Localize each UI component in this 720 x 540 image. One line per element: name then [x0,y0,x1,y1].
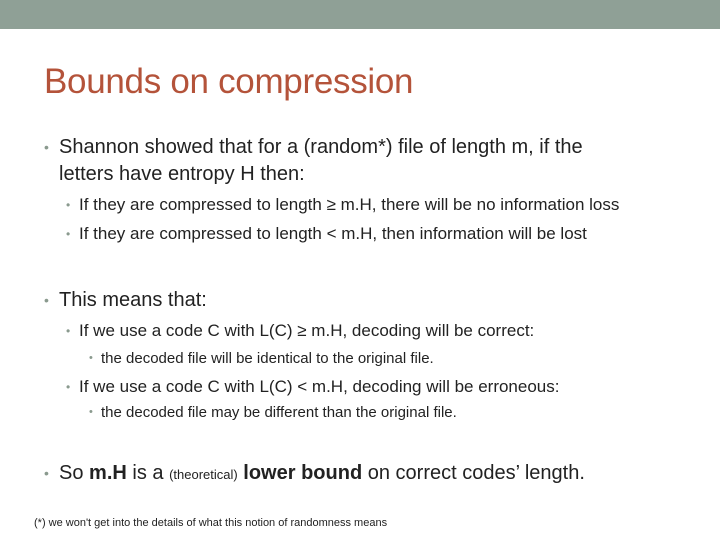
bullet-3-lower-bound: lower bound [243,462,363,484]
bullet-2 [44,289,207,312]
bullet-glyph: • [44,292,49,308]
bullet-3-part-1: So [59,462,90,484]
bullet-1-text: Shannon showed that for a (random*) file of length m, if the [59,136,583,158]
bullet-2-sub-1-detail [89,350,434,367]
bullet-1-text-cont: letters have entropy H then: [59,163,305,185]
bullet-2-sub-1-text: If we use a code C with L(C) ≥ m.H, decoding will be correct: [79,321,535,340]
bullet-1-line-1 [44,136,583,159]
footnote: (*) we won't get into the details of what this notion of randomness means [34,517,388,529]
bullet-glyph: • [44,139,49,155]
bullet-2-sub-2-detail-text: the decoded file may be different than the original file. [101,404,457,421]
bullet-glyph: • [44,465,49,481]
bullet-3-theoretical: (theoretical) [169,467,238,482]
bullet-glyph: • [66,380,71,394]
bullet-glyph: • [66,198,71,212]
bullet-2-sub-2-text: If we use a code C with L(C) < m.H, decoding will be erroneous: [79,377,560,396]
bullet-1-sub-2-text: If they are compressed to length < m.H, then information will be lost [79,224,587,243]
bullet-3-mh: m.H [89,462,127,484]
bullet-3-part-7: on correct codes’ length. [362,462,585,484]
bullet-glyph: • [66,324,71,338]
slide-title: Bounds on compression [44,62,414,101]
bullet-3-part-3: is a [126,462,170,484]
bullet-2-sub-2-detail [89,404,457,421]
bullet-glyph: • [66,227,71,241]
bullet-1-sub-1-text: If they are compressed to length ≥ m.H, there will be no information loss [79,195,620,214]
bullet-2-text: This means that: [59,289,207,311]
bullet-3 [44,462,585,485]
bullet-1-line-2 [59,163,305,186]
bullet-glyph: • [89,406,93,418]
bullet-2-sub-1-detail-text: the decoded file will be identical to the original file. [101,350,434,367]
bullet-1-sub-2 [66,224,587,244]
bullet-2-sub-1 [66,321,535,341]
bullet-2-sub-2 [66,377,560,397]
bullet-1-sub-1 [66,195,620,215]
bullet-glyph: • [89,352,93,364]
